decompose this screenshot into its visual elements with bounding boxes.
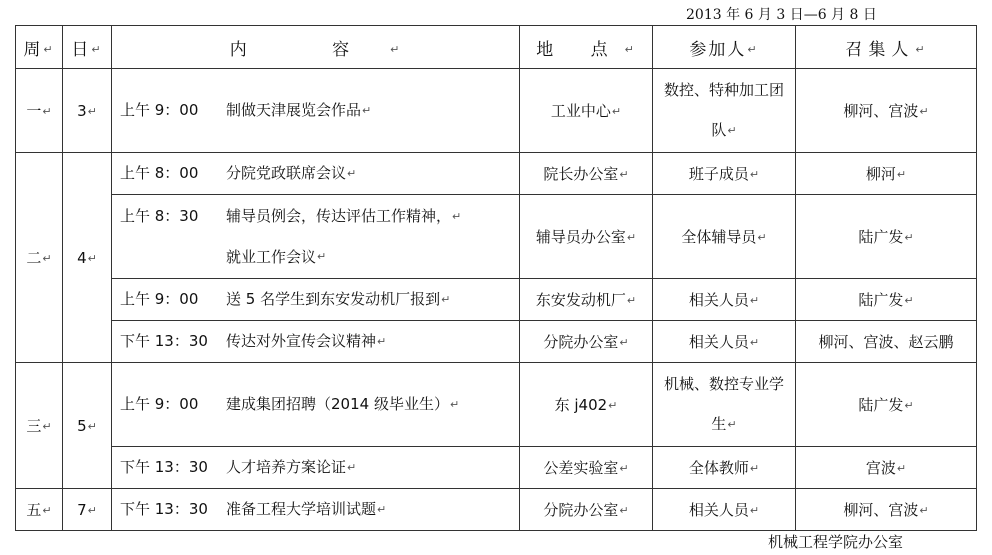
header-content: 内 容↵ <box>112 26 520 69</box>
table-row <box>16 279 977 321</box>
participants-cell: 相关人员↵ <box>653 321 796 363</box>
content-cell: 上午 9：00 制做天津展览会作品↵ <box>112 69 520 153</box>
location-cell: 院长办公室↵ <box>520 153 653 195</box>
participants-cell: 机械、数控专业学生↵ <box>653 363 796 447</box>
table-row <box>16 447 977 489</box>
participants-cell: 数控、特种加工团队↵ <box>653 69 796 153</box>
day-cell: 5↵ <box>63 363 112 489</box>
location-cell: 分院办公室↵ <box>520 489 653 531</box>
week-cell: 五↵ <box>16 489 63 531</box>
table-row <box>16 195 977 279</box>
convener-cell: 陆广发↵ <box>796 279 977 321</box>
convener-cell: 柳河、宫波↵ <box>796 489 977 531</box>
table-row <box>16 69 977 153</box>
weekly-schedule-table <box>15 25 977 531</box>
header-participants: 参加人↵ <box>653 26 796 69</box>
convener-cell: 宫波↵ <box>796 447 977 489</box>
participants-cell: 全体辅导员↵ <box>653 195 796 279</box>
participants-cell: 相关人员↵ <box>653 279 796 321</box>
content-cell: 下午 13：30 人才培养方案论证↵ <box>112 447 520 489</box>
date-range: 2013 年 6 月 3 日—6 月 8 日 <box>686 7 877 23</box>
location-cell: 公差实验室↵ <box>520 447 653 489</box>
footer-office: 机械工程学院办公室 <box>768 533 904 551</box>
content-cell: 下午 13：30 准备工程大学培训试题↵ <box>112 489 520 531</box>
location-cell: 辅导员办公室↵ <box>520 195 653 279</box>
day-cell: 3↵ <box>63 69 112 153</box>
content-cell: 上午 9：00 建成集团招聘（2014 级毕业生）↵ <box>112 363 520 447</box>
content-cell: 上午 8：30 辅导员例会，传达评估工作精神，↵ 就业工作会议↵ <box>112 195 520 279</box>
week-cell: 一↵ <box>16 69 63 153</box>
header-day: 日↵ <box>63 26 112 69</box>
convener-cell: 陆广发↵ <box>796 195 977 279</box>
content-cell: 下午 13：30 传达对外宣传会议精神↵ <box>112 321 520 363</box>
content-cell: 上午 9：00 送 5 名学生到东安发动机厂报到↵ <box>112 279 520 321</box>
header-location: 地 点↵ <box>520 26 653 69</box>
content-cell: 上午 8：00 分院党政联席会议↵ <box>112 153 520 195</box>
header-row <box>16 26 977 69</box>
convener-cell: 柳河、宫波、赵云鹏 <box>796 321 977 363</box>
header-convener: 召集人↵ <box>796 26 977 69</box>
location-cell: 东 j402↵ <box>520 363 653 447</box>
participants-cell: 相关人员↵ <box>653 489 796 531</box>
day-cell: 4↵ <box>63 153 112 363</box>
participants-cell: 全体教师↵ <box>653 447 796 489</box>
location-cell: 工业中心↵ <box>520 69 653 153</box>
week-cell: 三↵ <box>16 363 63 489</box>
location-cell: 东安发动机厂↵ <box>520 279 653 321</box>
convener-cell: 柳河、宫波↵ <box>796 69 977 153</box>
table-row <box>16 321 977 363</box>
week-cell: 二↵ <box>16 153 63 363</box>
table-row <box>16 489 977 531</box>
convener-cell: 陆广发↵ <box>796 363 977 447</box>
day-cell: 7↵ <box>63 489 112 531</box>
convener-cell: 柳河↵ <box>796 153 977 195</box>
header-week: 周↵ <box>16 26 63 69</box>
table-row <box>16 363 977 447</box>
location-cell: 分院办公室↵ <box>520 321 653 363</box>
table-row <box>16 153 977 195</box>
participants-cell: 班子成员↵ <box>653 153 796 195</box>
